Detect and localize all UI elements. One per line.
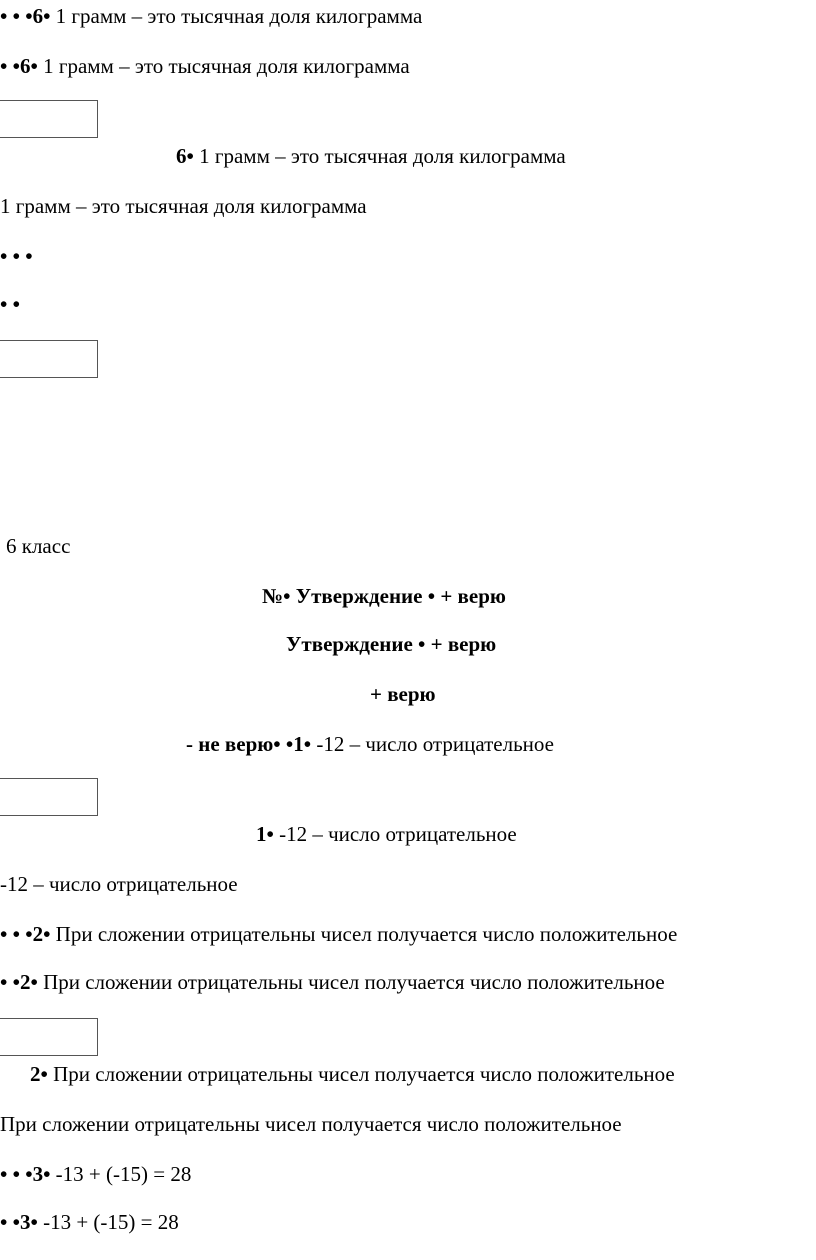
- statement-number: 6•: [32, 4, 51, 28]
- table-header-2: Утверждение • + верю: [286, 632, 497, 656]
- statement-text: 1 грамм – это тысячная доля килограмма: [193, 144, 566, 168]
- header-bold-part: - не верю• •1•: [186, 732, 312, 756]
- statement-6-line-3: [176, 144, 566, 168]
- statement-number: 6•: [19, 54, 38, 78]
- statement-6-line-1: [0, 4, 422, 28]
- statement-number: 3•: [32, 1162, 51, 1186]
- bullets: • • •: [0, 4, 33, 28]
- statement-text: -13 + (-15) = 28: [50, 1162, 192, 1186]
- statement-number: 1•: [256, 822, 274, 846]
- bullets: • • •: [0, 1162, 33, 1186]
- answer-box[interactable]: [0, 340, 98, 378]
- statement-text: При сложении отрицательны чисел получается число положительное: [47, 1062, 675, 1086]
- statement-2-line-1: [0, 922, 677, 946]
- statement-text: 1 грамм – это тысячная доля килограмма: [37, 54, 410, 78]
- bullets: • • •: [0, 922, 33, 946]
- statement-number: 3•: [19, 1210, 38, 1234]
- statement-3-line-2: [0, 1210, 179, 1234]
- bullets: • •: [0, 54, 20, 78]
- answer-box[interactable]: [0, 100, 98, 138]
- statement-text: При сложении отрицательны чисел получается число положительное: [37, 970, 665, 994]
- table-header-4: [186, 732, 554, 756]
- class-label: 6 класс: [6, 534, 71, 558]
- statement-number: 6•: [176, 144, 194, 168]
- bullets: • •: [0, 1210, 20, 1234]
- statement-1: [256, 822, 517, 846]
- statement-text: При сложении отрицательны чисел получается число положительное: [50, 922, 678, 946]
- statement-text: -13 + (-15) = 28: [37, 1210, 179, 1234]
- statement-6-text: 1 грамм – это тысячная доля килограмма: [0, 194, 367, 218]
- statement-number: 2•: [30, 1062, 48, 1086]
- table-header-3: + верю: [370, 682, 436, 706]
- bullets: • •: [0, 970, 20, 994]
- statement-1-text: -12 – число отрицательное: [0, 872, 238, 896]
- statement-text: 1 грамм – это тысячная доля килограмма: [50, 4, 423, 28]
- statement-2-line-2: [0, 970, 665, 994]
- answer-box[interactable]: [0, 1018, 98, 1056]
- statement-number: 2•: [32, 922, 51, 946]
- statement-number: 2•: [19, 970, 38, 994]
- table-header-1: №• Утверждение • + верю: [262, 584, 506, 608]
- statement-text: -12 – число отрицательное: [311, 732, 554, 756]
- answer-box[interactable]: [0, 778, 98, 816]
- bullets-row-1: • • •: [0, 244, 33, 268]
- statement-2-text: При сложении отрицательны чисел получается число положительное: [0, 1112, 622, 1136]
- statement-text: -12 – число отрицательное: [273, 822, 517, 846]
- statement-2-line-3: [30, 1062, 675, 1086]
- statement-6-line-2: [0, 54, 410, 78]
- bullets-row-2: • •: [0, 292, 20, 316]
- statement-3-line-1: [0, 1162, 191, 1186]
